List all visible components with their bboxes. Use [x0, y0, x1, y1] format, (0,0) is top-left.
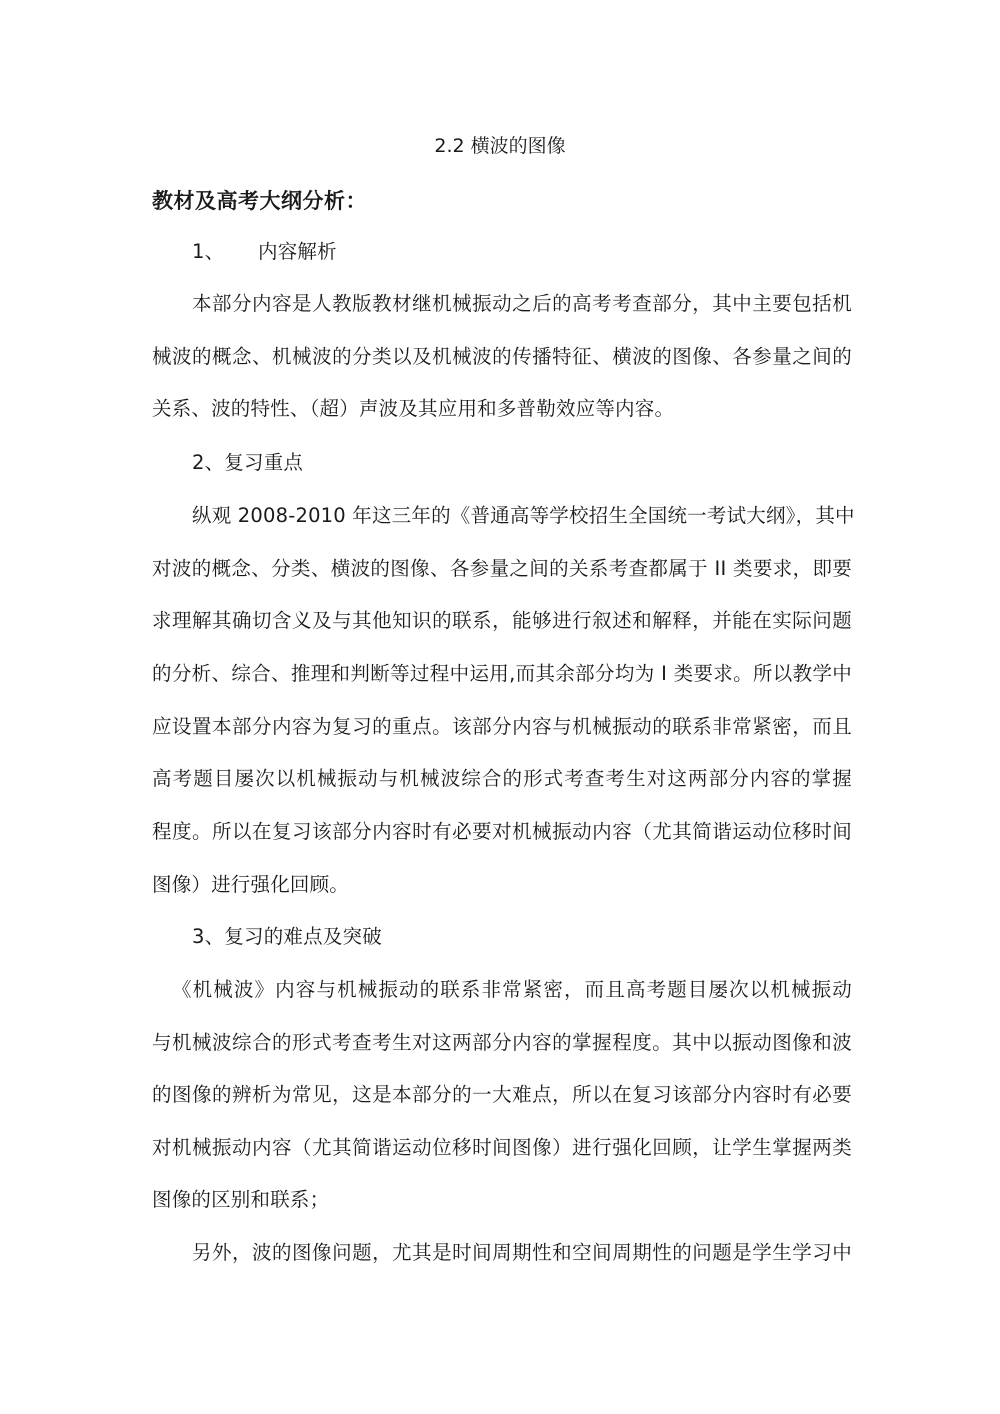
paragraph-line: 关系、波的特性、（超）声波及其应用和多普勒效应等内容。 [152, 397, 675, 420]
subsection-heading-1 [192, 239, 852, 265]
subsection-number: 1、 [192, 240, 225, 263]
paragraph-line: 与机械波综合的形式考查考生对这两部分内容的掌握程度。其中以振动图像和波 [152, 1031, 852, 1054]
paragraph-line: 《机械波》内容与机械振动的联系非常紧密，而且高考题目屡次以机械振动 [172, 978, 852, 1001]
paragraph-line: 图像的区别和联系； [152, 1188, 330, 1211]
paragraph-line: 应设置本部分内容为复习的重点。该部分内容与机械振动的联系非常紧密，而且 [152, 715, 852, 738]
subsection-heading-3 [192, 924, 852, 950]
paragraph-line: 本部分内容是人教版教材继机械振动之后的高考考查部分，其中主要包括机 [192, 292, 852, 315]
subsection-label: 复习的难点及突破 [224, 925, 382, 948]
paragraph-line: 高考题目屡次以机械振动与机械波综合的形式考查考生对这两部分内容的掌握 [152, 767, 852, 790]
paragraph-line: 程度。所以在复习该部分内容时有必要对机械振动内容（尤其简谐运动位移时间 [152, 820, 852, 843]
subsection-label: 复习重点 [224, 451, 304, 474]
paragraph-line: 的图像的辨析为常见，这是本部分的一大难点，所以在复习该部分内容时有必要 [152, 1083, 852, 1106]
paragraph-line: 纵观 2008-2010 年这三年的《普通高等学校招生全国统一考试大纲》，其中 [192, 504, 855, 527]
subsection-number: 3、 [192, 925, 225, 948]
document-title: 2.2 横波的图像 [434, 135, 566, 157]
subsection-label: 内容解析 [258, 240, 337, 263]
paragraph-line: 的分析、综合、推理和判断等过程中运用,而其余部分均为 I 类要求。所以教学中 [152, 662, 852, 685]
section-heading: 教材及高考大纲分析： [152, 189, 367, 213]
paragraph-line: 图像）进行强化回顾。 [152, 873, 350, 896]
paragraph-line: 另外，波的图像问题，尤其是时间周期性和空间周期性的问题是学生学习中 [192, 1241, 852, 1264]
paragraph-line: 求理解其确切含义及与其他知识的联系，能够进行叙述和解释，并能在实际问题 [152, 609, 852, 632]
paragraph-line: 对机械振动内容（尤其简谐运动位移时间图像）进行强化回顾，让学生掌握两类 [152, 1136, 852, 1159]
paragraph-line: 械波的概念、机械波的分类以及机械波的传播特征、横波的图像、各参量之间的 [152, 345, 852, 368]
subsection-number: 2、 [192, 451, 225, 474]
subsection-heading-2 [192, 450, 852, 476]
paragraph-line: 对波的概念、分类、横波的图像、各参量之间的关系考查都属于 II 类要求，即要 [152, 557, 852, 580]
